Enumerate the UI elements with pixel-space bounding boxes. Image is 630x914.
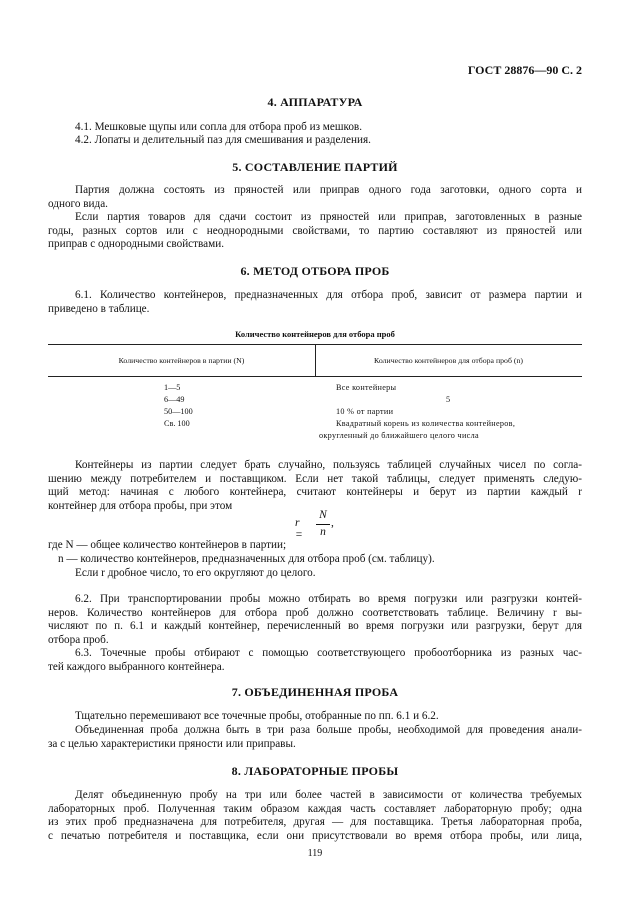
table-header-rule <box>48 376 582 377</box>
text-line: неров. Количество контейнеров для отбора проб должно соответствовать таблице. Величину r вы- <box>48 606 582 619</box>
text-line: 6.1. Количество контейнеров, предназначенных для отбора проб, зависит от размера партии и <box>75 289 582 301</box>
containers-table <box>48 344 582 444</box>
page-number: 119 <box>307 848 323 859</box>
paragraph-6-3 <box>48 647 582 674</box>
formula-comma: , <box>331 517 334 529</box>
text-line: контейнер для отбора пробы, при этом <box>48 499 233 512</box>
text-line: приправ с однородными свойствами. <box>48 238 224 250</box>
table-cell-lot: 50—100 <box>164 407 193 416</box>
formula-denominator: n <box>320 526 326 538</box>
table-cell-sample: Квадратный корень из количества контейнеров, <box>336 419 516 428</box>
text-line: лабораторных проб. Полученная таким образом каждая часть составляет лабораторную пробу; одна <box>48 802 582 815</box>
section-7-title: 7. ОБЪЕДИНЕННАЯ ПРОБА <box>231 685 399 699</box>
table-header-lot: Количество контейнеров в партии (N) <box>118 356 245 365</box>
section-8-title: 8. ЛАБОРАТОРНЫЕ ПРОБЫ <box>231 764 399 778</box>
text-line: с печатью потребителя и поставщика, если они присутствовали во время отбора пробы, или лица, <box>48 829 582 842</box>
text-line: Партия должна состоять из пряностей или приправ одного года заготовки, одного сорта и <box>75 184 582 196</box>
formula-numerator: N <box>319 509 327 521</box>
table-title: Количество контейнеров для отбора проб <box>235 329 395 339</box>
table-cell-sample: 10 % от партии <box>336 407 394 416</box>
table-cell-lot: Св. 100 <box>164 419 190 428</box>
table-cell-sample: 5 <box>446 395 451 404</box>
table-cell-sample: Все контейнеры <box>336 383 397 392</box>
text-line: одного вида. <box>48 197 108 210</box>
where-line-2: n — количество контейнеров, предназначенных для отбора проб (см. таблицу). <box>58 553 435 565</box>
text-line: тей каждого выбранного контейнера. <box>48 660 225 673</box>
text-line: годы, разных сортов или с неоднородными свойствами, то партию составляют из пряностей или <box>48 224 582 237</box>
where-line-1: где N — общее количество контейнеров в партии; <box>48 539 287 551</box>
section-6-title: 6. МЕТОД ОТБОРА ПРОБ <box>240 264 390 278</box>
table-cell-lot: 1—5 <box>164 383 181 392</box>
section-4-title: 4. АППАРАТУРА <box>267 95 363 109</box>
text-line: отбора проб. <box>48 633 109 646</box>
formula-lhs: r = <box>295 517 303 541</box>
paragraph-random-selection <box>48 459 582 513</box>
text-line: 6.2. При транспортировании пробы можно отбирать во время погрузки или разгрузки контей- <box>75 593 582 605</box>
text-line: числяют по п. 6.1 и каждый контейнер, перечисленный во время погрузки или разгрузки, берут для <box>48 620 582 632</box>
section-5-paragraph-1 <box>48 184 582 211</box>
text-line: Объединенная проба должна быть в три раза больше пробы, необходимой для проведения анали- <box>75 724 582 736</box>
text-line: Контейнеры из партии следует брать случайно, пользуясь таблицей случайных чисел по согла- <box>75 459 582 471</box>
text-line: щий метод: начиная с любого контейнера, считают контейнеры и берут из партии каждый r <box>48 486 582 498</box>
formula-fraction-bar <box>316 524 330 525</box>
table-cell-lot: 6—49 <box>164 395 185 404</box>
where-line-3: Если r дробное число, то его округляют до целого. <box>75 567 316 579</box>
text-line: из этих проб предназначена для потребителя, другая — для поставщика. Третья лабораторная проба, <box>48 816 582 828</box>
text-line: шению между потребителем и поставщиком. Если нет такой таблицы, следует применять следую- <box>48 472 582 485</box>
section-7-paragraph-2 <box>48 724 582 751</box>
text-line: за с целью характеристики пряности или приправы. <box>48 737 296 750</box>
table-cell-sample: округленный до ближайшего целого числа <box>319 431 479 440</box>
paragraph-6-1 <box>48 289 582 316</box>
section-8-paragraph <box>48 789 582 843</box>
section-7-paragraph-1: Тщательно перемешивают все точечные пробы, отобранные по пп. 6.1 и 6.2. <box>75 710 439 722</box>
paragraph-6-2 <box>48 593 582 647</box>
section-4-item-2: 4.2. Лопаты и делительный паз для смешивания и разделения. <box>75 134 371 146</box>
document-header: ГОСТ 28876—90 С. 2 <box>467 63 582 77</box>
section-5-title: 5. СОСТАВЛЕНИЕ ПАРТИЙ <box>232 160 398 174</box>
section-5-paragraph-2 <box>48 211 582 252</box>
text-line: Если партия товаров для сдачи состоит из пряностей или приправ, заготовленных в разные <box>75 211 582 223</box>
text-line: 6.3. Точечные пробы отбирают с помощью соответствующего пробоотборника из разных час- <box>75 647 582 659</box>
table-header-sample: Количество контейнеров для отбора проб (n) <box>374 356 523 365</box>
section-4-item-1: 4.1. Мешковые щупы или сопла для отбора проб из мешков. <box>75 121 362 133</box>
text-line: приведено в таблице. <box>48 302 150 315</box>
text-line: Делят объединенную пробу на три или более частей в зависимости от количества требуемых <box>75 789 582 801</box>
